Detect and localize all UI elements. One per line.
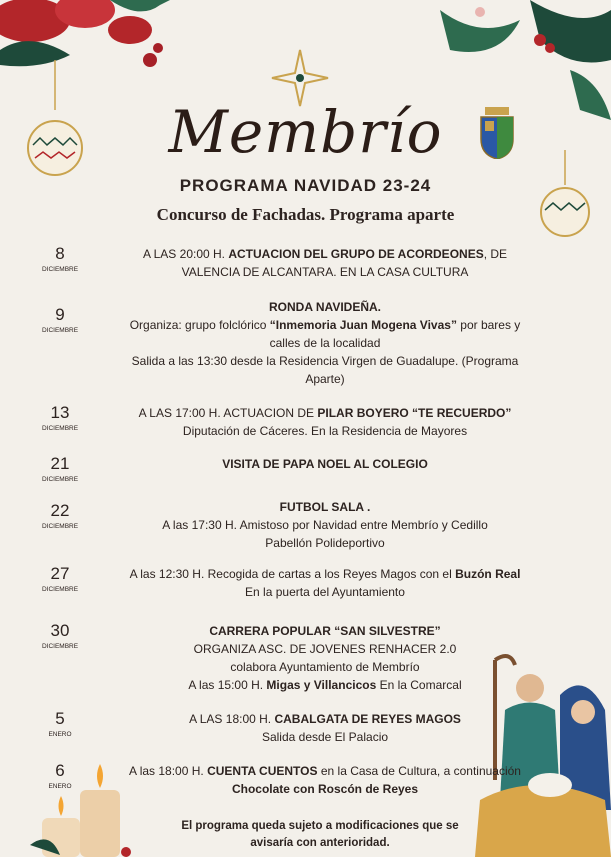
event-text: A LAS 20:00 H. [142, 247, 229, 261]
footer-note [120, 818, 520, 852]
event-line [95, 352, 555, 370]
event-description [95, 762, 555, 798]
event-line [95, 404, 555, 422]
event-text: Organiza: grupo folclórico [129, 318, 270, 332]
event-line [95, 516, 555, 534]
event-line [95, 762, 555, 780]
event-line [95, 263, 555, 281]
event-description [95, 565, 555, 601]
event-month: DICIEMBRE [41, 586, 79, 593]
event-line [95, 565, 555, 583]
event-day: 22 [50, 501, 70, 520]
event-description [95, 404, 555, 440]
event-line [95, 583, 555, 601]
event-description [95, 710, 555, 746]
event-line [95, 676, 555, 694]
event-line [95, 622, 555, 640]
event-line [95, 728, 555, 746]
event-day: 13 [50, 403, 70, 422]
event-text: A las 12:30 H. Recogida de cartas a los Reyes Magos con el [129, 567, 456, 581]
contest-note: Concurso de Fachadas. Programa aparte [156, 205, 455, 224]
event-text: En la Comarcal [376, 678, 462, 692]
event-month: DICIEMBRE [41, 327, 79, 334]
event-day: 5 [55, 709, 65, 728]
event-highlight: ACTUACION DEL GRUPO DE ACORDEONES [228, 247, 484, 261]
event-description [95, 622, 555, 694]
event-line [95, 298, 555, 316]
event-highlight: CABALGATA DE REYES MAGOS [274, 712, 461, 726]
event-date [30, 245, 90, 273]
event-line [95, 640, 555, 658]
event-date [30, 710, 90, 738]
event-highlight: CUENTA CUENTOS [207, 764, 318, 778]
event-highlight: Migas y Villancicos [266, 678, 377, 692]
event-text: A las 18:00 H. [129, 764, 208, 778]
event-description [95, 245, 555, 281]
event-month: ENERO [48, 783, 72, 790]
event-month: ENERO [48, 731, 72, 738]
event-date [30, 502, 90, 530]
event-day: 8 [55, 244, 65, 263]
event-month: DICIEMBRE [41, 643, 79, 650]
event-line [95, 780, 555, 798]
event-text: A LAS 18:00 H. [189, 712, 275, 726]
event-highlight: PILAR BOYERO “TE RECUERDO” [317, 406, 512, 420]
event-day: 9 [55, 305, 65, 324]
event-description [95, 498, 555, 552]
event-highlight: CARRERA POPULAR “SAN SILVESTRE” [209, 624, 441, 638]
event-day: 21 [50, 454, 70, 473]
event-date [30, 762, 90, 790]
event-line [95, 245, 555, 263]
event-line [95, 455, 555, 473]
event-month: DICIEMBRE [41, 425, 79, 432]
event-text: en la Casa de Cultura, a continuación [317, 764, 521, 778]
event-month: DICIEMBRE [41, 476, 79, 483]
event-text: calles de la localidad [269, 336, 381, 350]
event-text: VALENCIA DE ALCANTARA. EN LA CASA CULTURA [181, 265, 469, 279]
event-highlight: Buzón Real [455, 567, 521, 581]
event-line [95, 370, 555, 388]
event-date [30, 622, 90, 650]
event-date [30, 565, 90, 593]
event-highlight: RONDA NAVIDEÑA. [268, 300, 381, 314]
program-title: PROGRAMA NAVIDAD 23-24 [179, 176, 432, 195]
footer-line-2: avisaría con anterioridad. [250, 837, 390, 849]
event-description [95, 298, 555, 388]
event-description [95, 455, 555, 473]
event-line [95, 498, 555, 516]
event-text: Salida a las 13:30 desde la Residencia Virgen de Guadalupe. (Programa [131, 354, 519, 368]
event-day: 30 [50, 621, 70, 640]
event-month: DICIEMBRE [41, 266, 79, 273]
event-line [95, 316, 555, 334]
event-day: 27 [50, 564, 70, 583]
event-text: A LAS 17:00 H. ACTUACION DE [138, 406, 318, 420]
event-line [95, 658, 555, 676]
town-title: Membrío [168, 98, 443, 166]
event-text: , DE [483, 247, 508, 261]
event-text: colabora Ayuntamiento de Membrío [230, 660, 420, 674]
event-text: Diputación de Cáceres. En la Residencia de Mayores [182, 424, 468, 438]
event-date [30, 404, 90, 432]
event-text: A las 17:30 H. Amistoso por Navidad entre Membrío y Cedillo [162, 518, 488, 532]
event-text: A las 15:00 H. [188, 678, 267, 692]
event-highlight: VISITA DE PAPA NOEL AL COLEGIO [222, 457, 428, 471]
event-text: Pabellón Polideportivo [265, 536, 385, 550]
event-highlight: “Inmemoria Juan Mogena Vivas” [269, 318, 457, 332]
footer-line-1: El programa queda sujeto a modificaciones que se [181, 820, 459, 832]
event-text: por bares y [456, 318, 521, 332]
event-text: Aparte) [305, 372, 345, 386]
event-text: Salida desde El Palacio [261, 730, 389, 744]
event-highlight: Chocolate con Roscón de Reyes [231, 782, 419, 796]
event-date [30, 306, 90, 334]
event-line [95, 710, 555, 728]
event-date [30, 455, 90, 483]
event-line [95, 334, 555, 352]
event-line [95, 534, 555, 552]
event-highlight: FUTBOL SALA . [279, 500, 371, 514]
event-day: 6 [55, 761, 65, 780]
event-line [95, 422, 555, 440]
event-text: En la puerta del Ayuntamiento [245, 585, 405, 599]
event-text: ORGANIZA ASC. DE JOVENES RENHACER 2.0 [193, 642, 457, 656]
event-month: DICIEMBRE [41, 523, 79, 530]
